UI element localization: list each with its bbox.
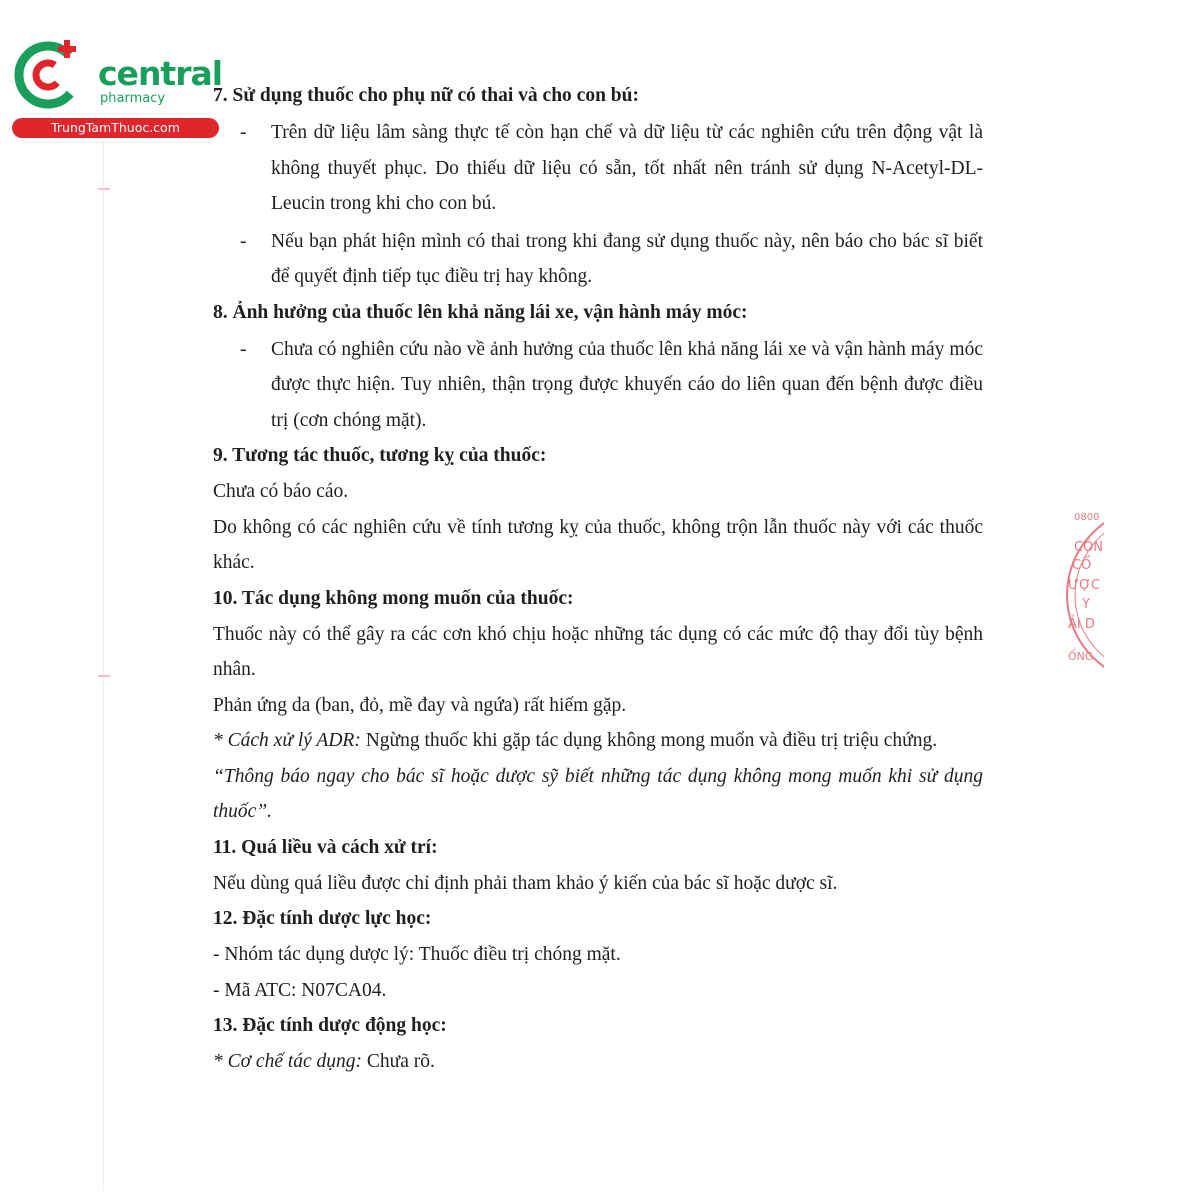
logo-subtitle: pharmacy (100, 91, 166, 106)
document-body (213, 78, 983, 1080)
mechanism-paragraph (213, 1044, 983, 1080)
section-9-paragraph: Chưa có báo cáo. (213, 481, 349, 502)
section-12-heading: 12. Đặc tính dược lực học: (213, 908, 432, 929)
scan-mark (98, 188, 110, 190)
logo-brand: central (98, 54, 223, 93)
stamp-text: ẢI D (1068, 617, 1095, 632)
stamp-text: ƯỢC (1068, 578, 1101, 593)
stamp-text: CÔN (1074, 540, 1104, 555)
stamp-text: CỔ (1072, 558, 1092, 573)
bullet-text: Nếu bạn phát hiện mình có thai trong khi đang sử dụng thuốc này, nên báo cho bác sĩ biết để quyết định tiếp tục điều trị hay không. (271, 230, 983, 287)
section-10-heading: 10. Tác dụng không mong muốn của thuốc: (213, 587, 574, 609)
adr-text: Ngừng thuốc khi gặp tác dụng không mong muốn và điều trị triệu chứng. (360, 730, 938, 751)
section-10-paragraph: Phản ứng da (ban, đỏ, mề đay và ngứa) rất hiếm gặp. (213, 694, 627, 716)
section-11-paragraph: Nếu dùng quá liều được chỉ định phải tham khảo ý kiến của bác sĩ hoặc dược sĩ. (213, 872, 838, 894)
section-9-heading: 9. Tương tác thuốc, tương kỵ của thuốc: (213, 445, 547, 466)
bullet-dash: - (240, 122, 247, 143)
bullet-text: Chưa có nghiên cứu nào về ảnh hưởng của thuốc lên khả năng lái xe và vận hành máy móc được thực hiện. Tuy nhiên, thận trọng được khuyến cáo do liên quan đến bệnh được điều trị (cơn chóng mặt). (271, 338, 983, 431)
scan-edge-line (103, 140, 104, 1190)
section-9-paragraph: Do không có các nghiên cứu về tính tương kỵ của thuốc, không trộn lẫn thuốc này với các thuốc khác. (213, 516, 983, 573)
section-7-heading: 7. Sử dụng thuốc cho phụ nữ có thai và cho con bú: (213, 85, 639, 106)
central-pharmacy-logo (10, 38, 223, 138)
bullet-dash: - (240, 230, 247, 252)
bullet-dash: - (240, 338, 247, 360)
logo-mark-icon (10, 38, 98, 118)
section-11-heading: 11. Quá liều và cách xử trí: (213, 836, 438, 858)
adr-label: * Cách xử lý ADR: (213, 730, 361, 751)
stamp-text: ỐNG (1068, 650, 1094, 663)
section-13-heading: 13. Đặc tính dược động học: (213, 1015, 447, 1036)
mechanism-text: Chưa rõ. (362, 1051, 435, 1072)
section-7-bullet (213, 115, 983, 222)
section-10-paragraph: Thuốc này có thể gây ra các cơn khó chịu hoặc những tác dụng có các mức độ thay đổi tùy bệnh nhân. (213, 623, 983, 680)
adr-handling-paragraph (213, 723, 983, 759)
section-12-paragraph: - Mã ATC: N07CA04. (213, 979, 387, 1001)
mechanism-label: * Cơ chế tác dụng: (213, 1051, 363, 1072)
official-stamp-fragment (1060, 500, 1104, 690)
bullet-text: Trên dữ liệu lâm sàng thực tế còn hạn chế và dữ liệu từ các nghiên cứu trên động vật là không thuyết phục. Do thiếu dữ liệu có sẵn, tốt nhất nên tránh sử dụng N-Acetyl-DL-Leucin trong khi cho con bú. (271, 122, 983, 214)
section-7-bullet (213, 224, 983, 295)
notice-quote: “Thông báo ngay cho bác sĩ hoặc dược sỹ biết những tác dụng không mong muốn khi sử dụng thuốc”. (213, 765, 983, 822)
section-8-bullet (213, 332, 983, 439)
stamp-text: 0800 (1074, 512, 1100, 523)
stamp-text: Y (1082, 597, 1090, 612)
scan-mark (98, 675, 110, 677)
logo-url-badge: TrungTamThuoc.com (12, 118, 219, 138)
section-12-paragraph: - Nhóm tác dụng dược lý: Thuốc điều trị chóng mặt. (213, 944, 621, 965)
section-8-heading: 8. Ảnh hưởng của thuốc lên khả năng lái xe, vận hành máy móc: (213, 301, 748, 323)
